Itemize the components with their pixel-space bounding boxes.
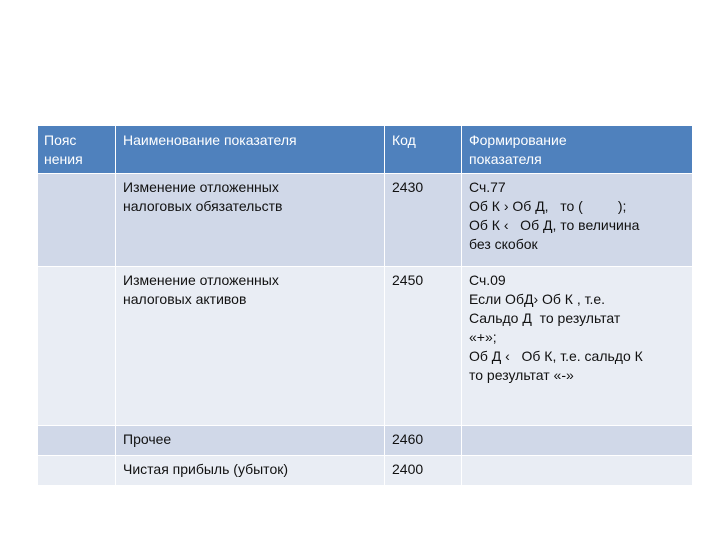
header-indicator-name [116, 126, 385, 174]
row-name-line: Изменение отложенных [123, 179, 279, 195]
table-row [38, 426, 693, 456]
row-notes-cell [38, 456, 116, 486]
row-formation-line: Об К › Об Д, то ( ); [469, 198, 627, 214]
row-code-cell: 2450 [385, 267, 462, 426]
row-notes-cell [38, 267, 116, 426]
table-row [38, 456, 693, 486]
row-formation-line: то результат «-» [469, 367, 574, 383]
row-name-line: налоговых активов [123, 291, 247, 307]
row-code-cell: 2400 [385, 456, 462, 486]
row-formation-line: Сальдо Д то результат [469, 310, 621, 326]
header-notes-line: нения [44, 151, 83, 167]
table-body [38, 174, 693, 486]
row-formation-line: Сч.09 [469, 272, 506, 288]
row-notes-cell [38, 426, 116, 456]
header-notes-line: Пояс [44, 132, 77, 148]
header-formation-line: показателя [469, 151, 542, 167]
table-header [38, 126, 693, 174]
header-formation [462, 126, 693, 174]
row-formation-line: Если ОбД› Об К , т.е. [469, 291, 606, 307]
row-name-cell [116, 174, 385, 267]
row-code-cell: 2430 [385, 174, 462, 267]
row-name-cell: Чистая прибыль (убыток) [116, 456, 385, 486]
row-code-cell: 2460 [385, 426, 462, 456]
row-notes-cell [38, 174, 116, 267]
row-name-cell: Прочее [116, 426, 385, 456]
row-formation-cell [462, 267, 693, 426]
row-formation-cell [462, 456, 693, 486]
row-formation-cell [462, 174, 693, 267]
table-row [38, 267, 693, 426]
header-indicator-name-text: Наименование показателя [123, 132, 297, 148]
row-name-cell [116, 267, 385, 426]
row-formation-line: без скобок [469, 236, 538, 252]
row-formation-cell [462, 426, 693, 456]
header-code-text: Код [392, 132, 416, 148]
row-formation-line: Сч.77 [469, 179, 506, 195]
row-name-line: Изменение отложенных [123, 272, 279, 288]
table-row [38, 174, 693, 267]
header-formation-line: Формирование [469, 132, 567, 148]
header-row [38, 126, 693, 174]
row-formation-line: «+»; [469, 329, 497, 345]
header-notes [38, 126, 116, 174]
row-formation-line: Об К ‹ Об Д, то величина [469, 217, 640, 233]
report-indicators-table [37, 125, 693, 486]
header-code [385, 126, 462, 174]
row-name-line: налоговых обязательств [123, 198, 283, 214]
row-formation-line: Об Д ‹ Об К, т.е. сальдо К [469, 348, 643, 364]
